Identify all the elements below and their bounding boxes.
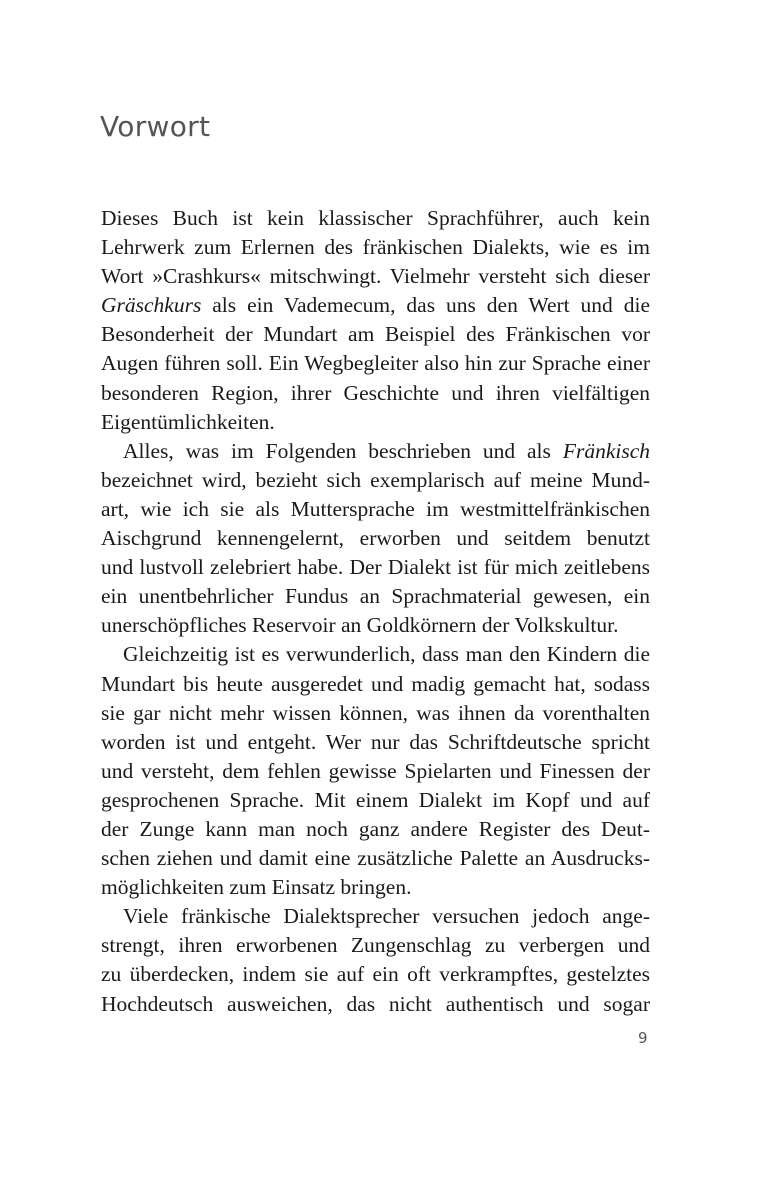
text-line [101,437,650,466]
text-line [101,495,650,524]
text-line [101,204,650,233]
text-segment: art, wie ich sie als Muttersprache im westmittelfränkischen [101,496,650,521]
text-segment: unerschöpfliches Reservoir an Goldkörnern der Volkskultur. [101,613,619,638]
text-line [101,640,650,669]
text-segment: bezeichnet wird, bezieht sich exemplarisch auf meine Mund- [101,467,650,492]
text-line [101,815,650,844]
text-segment: Hochdeutsch ausweichen, das nicht authentisch und sogar [101,991,650,1016]
text-segment: Viele fränkische Dialektsprecher versuchen jedoch ange- [123,904,650,929]
text-segment: Aischgrund kennengelernt, erworben und seitdem benutzt [101,526,650,551]
body-text [101,204,650,1019]
text-segment: Gleichzeitig ist es verwunderlich, dass man den Kindern die [123,642,650,667]
paragraph [101,437,650,641]
paragraph [101,204,650,437]
text-segment: Lehrwerk zum Erlernen des fränkischen Dialekts, wie es im [101,235,650,260]
text-line [101,611,650,640]
text-segment: als ein Vademecum, das uns den Wert und die [201,293,650,318]
text-segment: Alles, was im Folgenden beschrieben und als [123,438,563,463]
text-segment: der Zunge kann man noch ganz andere Register des Deut- [101,816,650,841]
text-line [101,553,650,582]
text-line [101,960,650,989]
text-segment: Dieses Buch ist kein klassischer Sprachführer, auch kein [101,206,650,230]
text-segment: sie gar nicht mehr wissen können, was ihnen da vorenthalten [101,700,650,725]
paragraph [101,640,650,902]
text-segment: zu überdecken, indem sie auf ein oft verkrampftes, gestelztes [101,962,650,987]
text-line [101,379,650,408]
paragraph [101,902,650,1018]
text-segment: und versteht, dem fehlen gewisse Spielarten und Finessen der [101,758,650,783]
text-line [101,670,650,699]
text-line [101,873,650,902]
text-segment: Eigentümlichkeiten. [101,409,275,434]
text-segment: Mundart bis heute ausgeredet und madig gemacht hat, sodass [101,671,650,696]
text-line [101,902,650,931]
text-line [101,524,650,553]
text-segment: Wort »Crashkurs« mitschwingt. Vielmehr versteht sich dieser [101,264,650,289]
text-segment: möglichkeiten zum Einsatz bringen. [101,875,412,900]
text-segment: Augen führen soll. Ein Wegbegleiter also hin zur Sprache einer [101,351,650,376]
text-line [101,262,650,291]
text-line [101,233,650,262]
text-line [101,728,650,757]
page-number: 9 [638,1029,648,1047]
text-line [101,757,650,786]
text-segment: ein unentbehrlicher Fundus an Sprachmaterial gewesen, ein [101,584,650,609]
text-line [101,466,650,495]
text-line [101,990,650,1019]
text-line [101,291,650,320]
text-line [101,699,650,728]
text-segment: Besonderheit der Mundart am Beispiel des Fränkischen vor [101,322,650,347]
text-line [101,931,650,960]
text-line [101,349,650,378]
text-line [101,844,650,873]
text-segment: strengt, ihren erworbenen Zungenschlag zu verbergen und [101,933,650,958]
chapter-title: Vorwort [100,110,211,143]
text-line [101,582,650,611]
text-segment: und lustvoll zelebriert habe. Der Dialekt ist für mich zeitlebens [101,555,650,580]
text-line [101,786,650,815]
italic-term: Gräschkurs [101,293,202,318]
text-line [101,320,650,349]
text-segment: besonderen Region, ihrer Geschichte und ihren vielfältigen [101,380,650,405]
italic-term: Fränkisch [562,438,650,463]
text-segment: worden ist und entgeht. Wer nur das Schriftdeutsche spricht [101,729,650,754]
text-segment: gesprochenen Sprache. Mit einem Dialekt im Kopf und auf [101,787,650,812]
text-line [101,408,650,437]
text-segment: schen ziehen und damit eine zusätzliche Palette an Ausdrucks- [101,846,650,871]
